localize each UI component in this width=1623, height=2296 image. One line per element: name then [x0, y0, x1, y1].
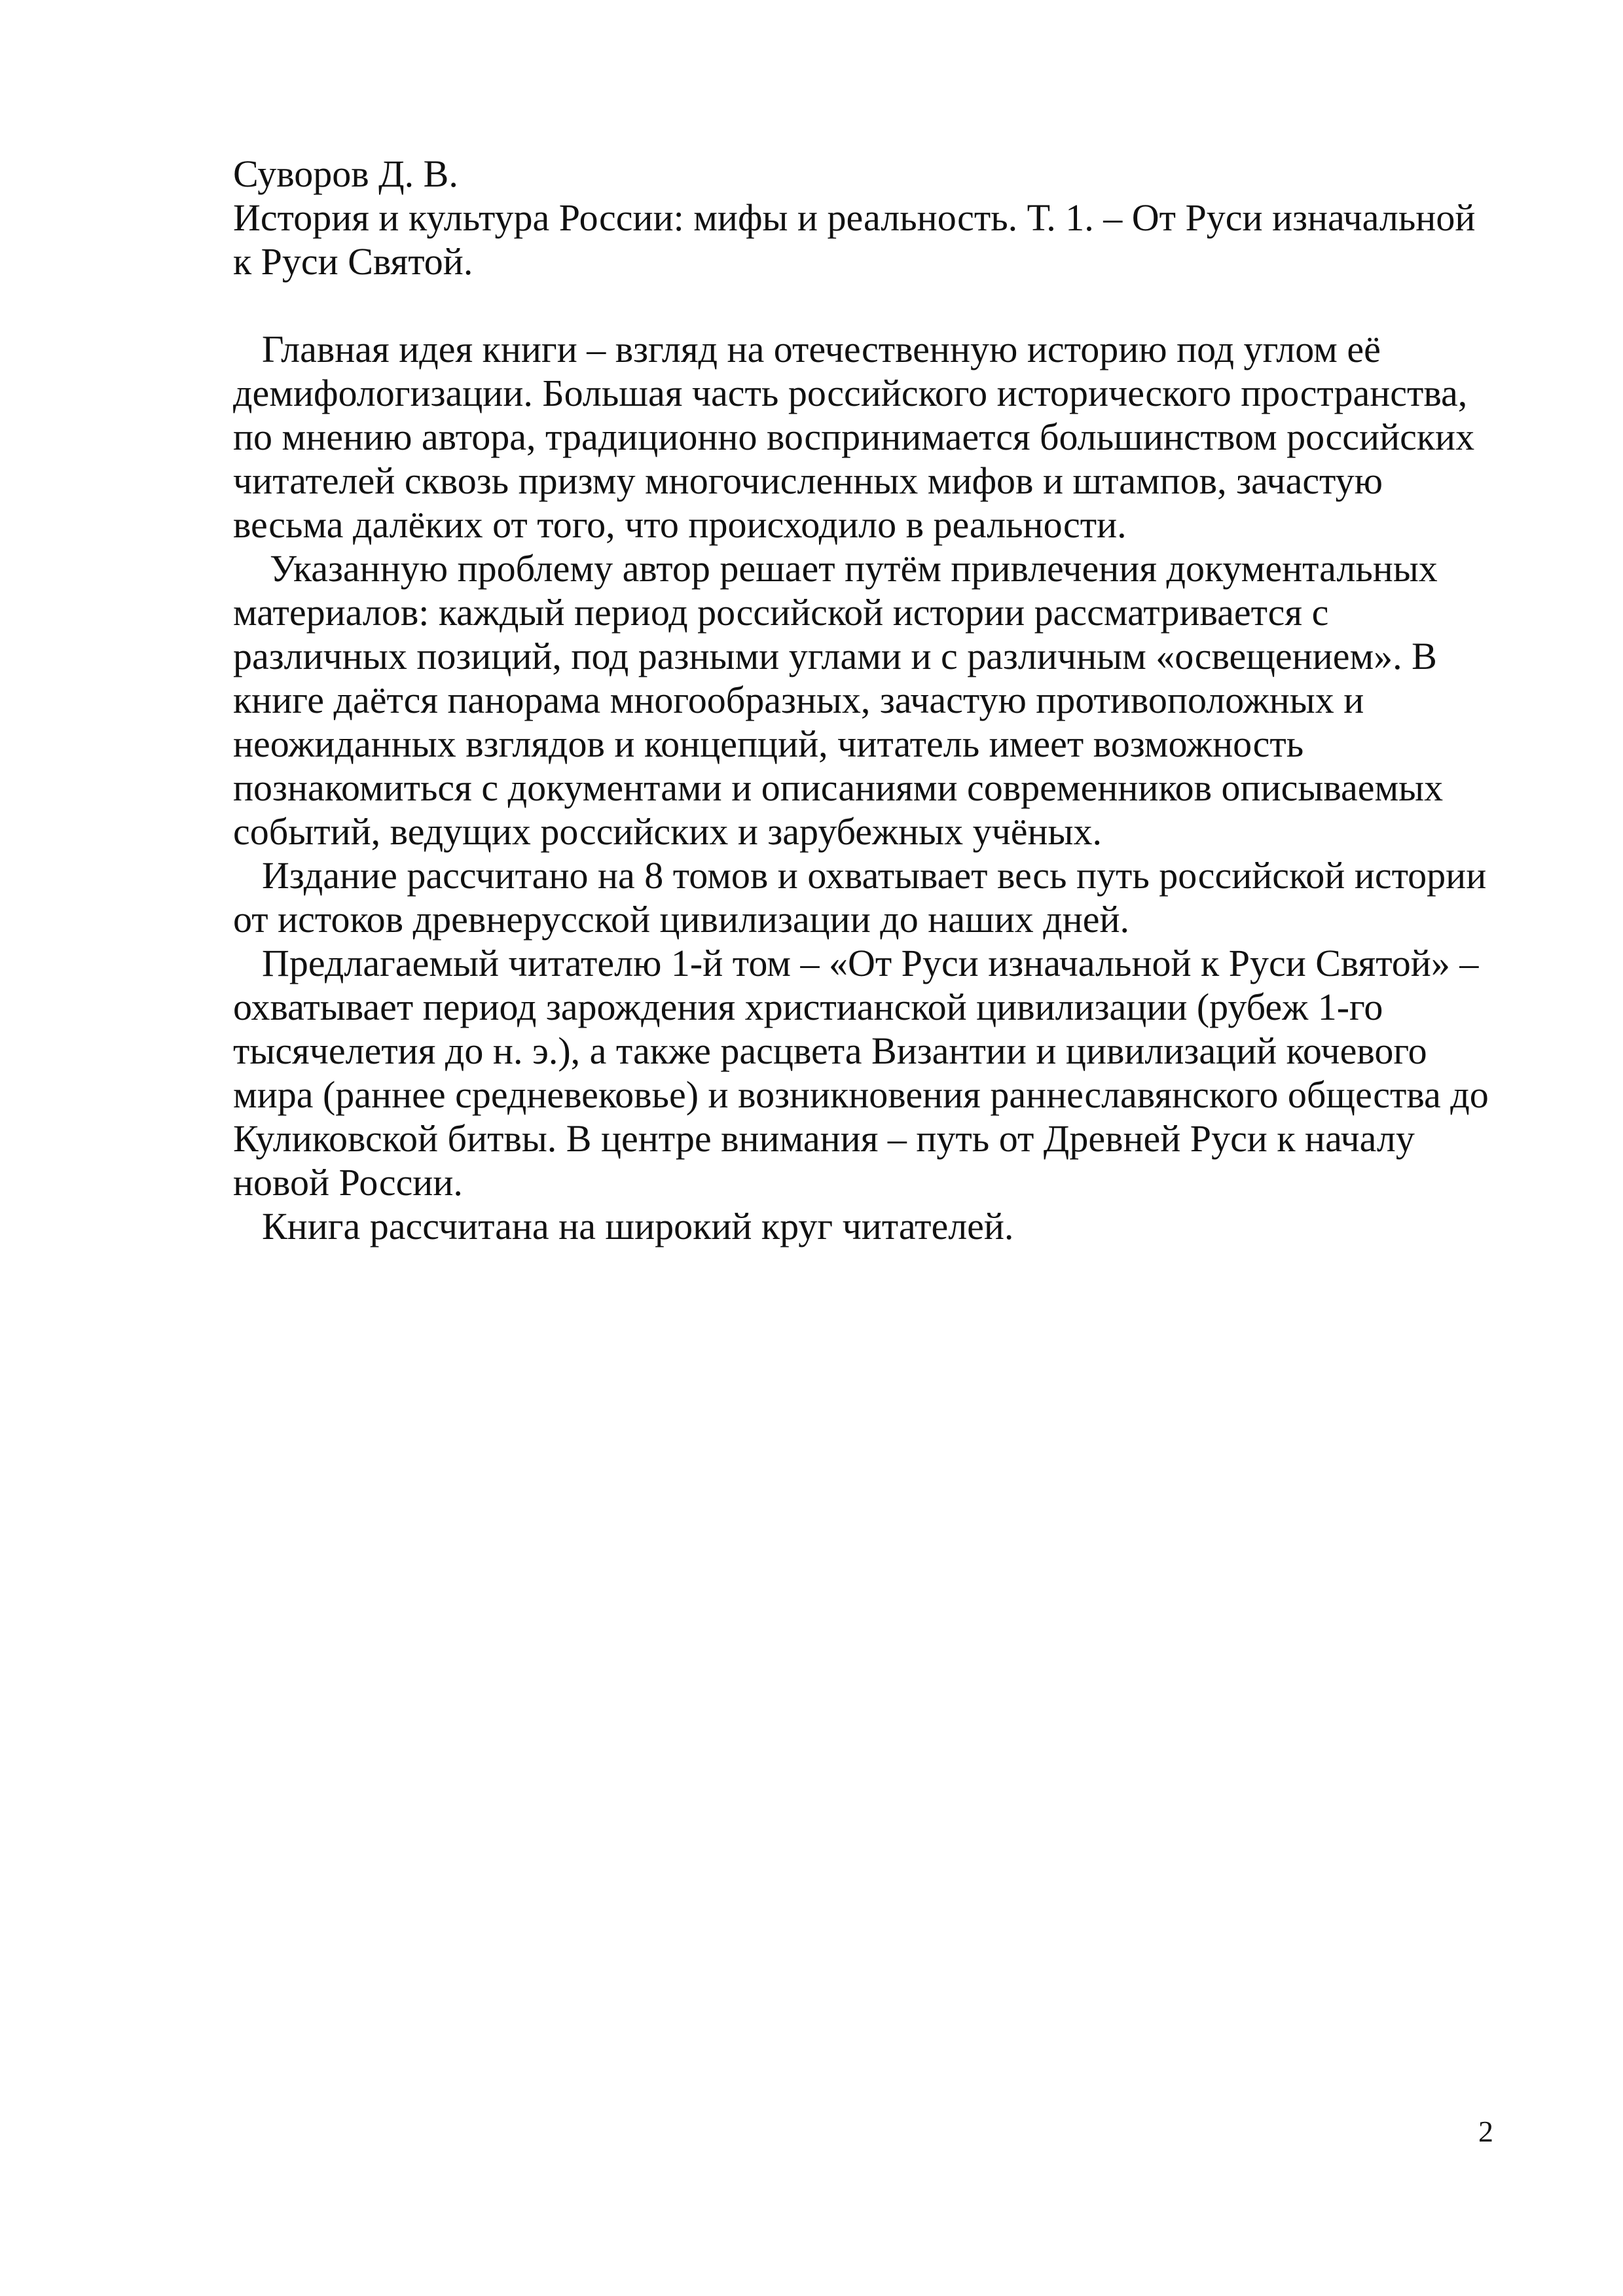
paragraph-volume-one [233, 941, 1529, 1204]
paragraph-line: тысячелетия до н. э.), а также расцвета Византии и цивилизаций кочевого [233, 1030, 1427, 1072]
paragraph-line: событий, ведущих российских и зарубежных учёных. [233, 810, 1103, 853]
paragraph-main-idea [233, 327, 1529, 547]
title-line: к Руси Святой. [233, 240, 473, 283]
paragraph-line: различных позиций, под разными углами и с различным «освещением». В [233, 635, 1437, 677]
title-line: История и культура России: мифы и реальность. Т. 1. – От Руси изначальной [233, 196, 1476, 239]
paragraph-line: Предлагаемый читателю 1-й том – «От Руси изначальной к Руси Святой» – [262, 942, 1479, 984]
paragraph-line: Книга рассчитана на широкий круг читателей. [262, 1205, 1014, 1247]
author-line: Суворов Д. В. [233, 152, 458, 195]
paragraph-audience [233, 1204, 1529, 1248]
paragraph-edition [233, 853, 1529, 941]
paragraph-line: весьма далёких от того, что происходило в реальности. [233, 503, 1127, 546]
paragraph-approach [233, 547, 1529, 853]
paragraph-line: познакомиться с документами и описаниями современников описываемых [233, 766, 1444, 809]
paragraph-line: читателей сквозь призму многочисленных мифов и штампов, зачастую [233, 459, 1383, 502]
paragraph-line: новой России. [233, 1161, 463, 1204]
page-number: 2 [1478, 2115, 1493, 2148]
spacer [233, 283, 1529, 327]
paragraph-line: неожиданных взглядов и концепций, читатель имеет возможность [233, 723, 1304, 765]
paragraph-line: мира (раннее средневековье) и возникновения раннеславянского общества до [233, 1073, 1489, 1116]
paragraph-line: охватывает период зарождения христианской цивилизации (рубеж 1-го [233, 986, 1383, 1028]
paragraph-line: по мнению автора, традиционно воспринимается большинством российских [233, 416, 1475, 458]
paragraph-line: материалов: каждый период российской истории рассматривается с [233, 591, 1329, 634]
paragraph-line: Главная идея книги – взгляд на отечественную историю под углом её [262, 328, 1381, 370]
paragraph-line: от истоков древнерусской цивилизации до наших дней. [233, 898, 1130, 941]
text-block [233, 152, 1529, 1248]
paragraph-line: Издание рассчитано на 8 томов и охватывает весь путь российской истории [262, 854, 1487, 897]
paragraph-line: демифологизации. Большая часть российского исторического пространства, [233, 372, 1468, 414]
paragraph-line: книге даётся панорама многообразных, зачастую противоположных и [233, 679, 1364, 721]
paragraph-line: Указанную проблему автор решает путём привлечения документальных [270, 547, 1438, 590]
paragraph-line: Куликовской битвы. В центре внимания – путь от Древней Руси к началу [233, 1117, 1415, 1160]
